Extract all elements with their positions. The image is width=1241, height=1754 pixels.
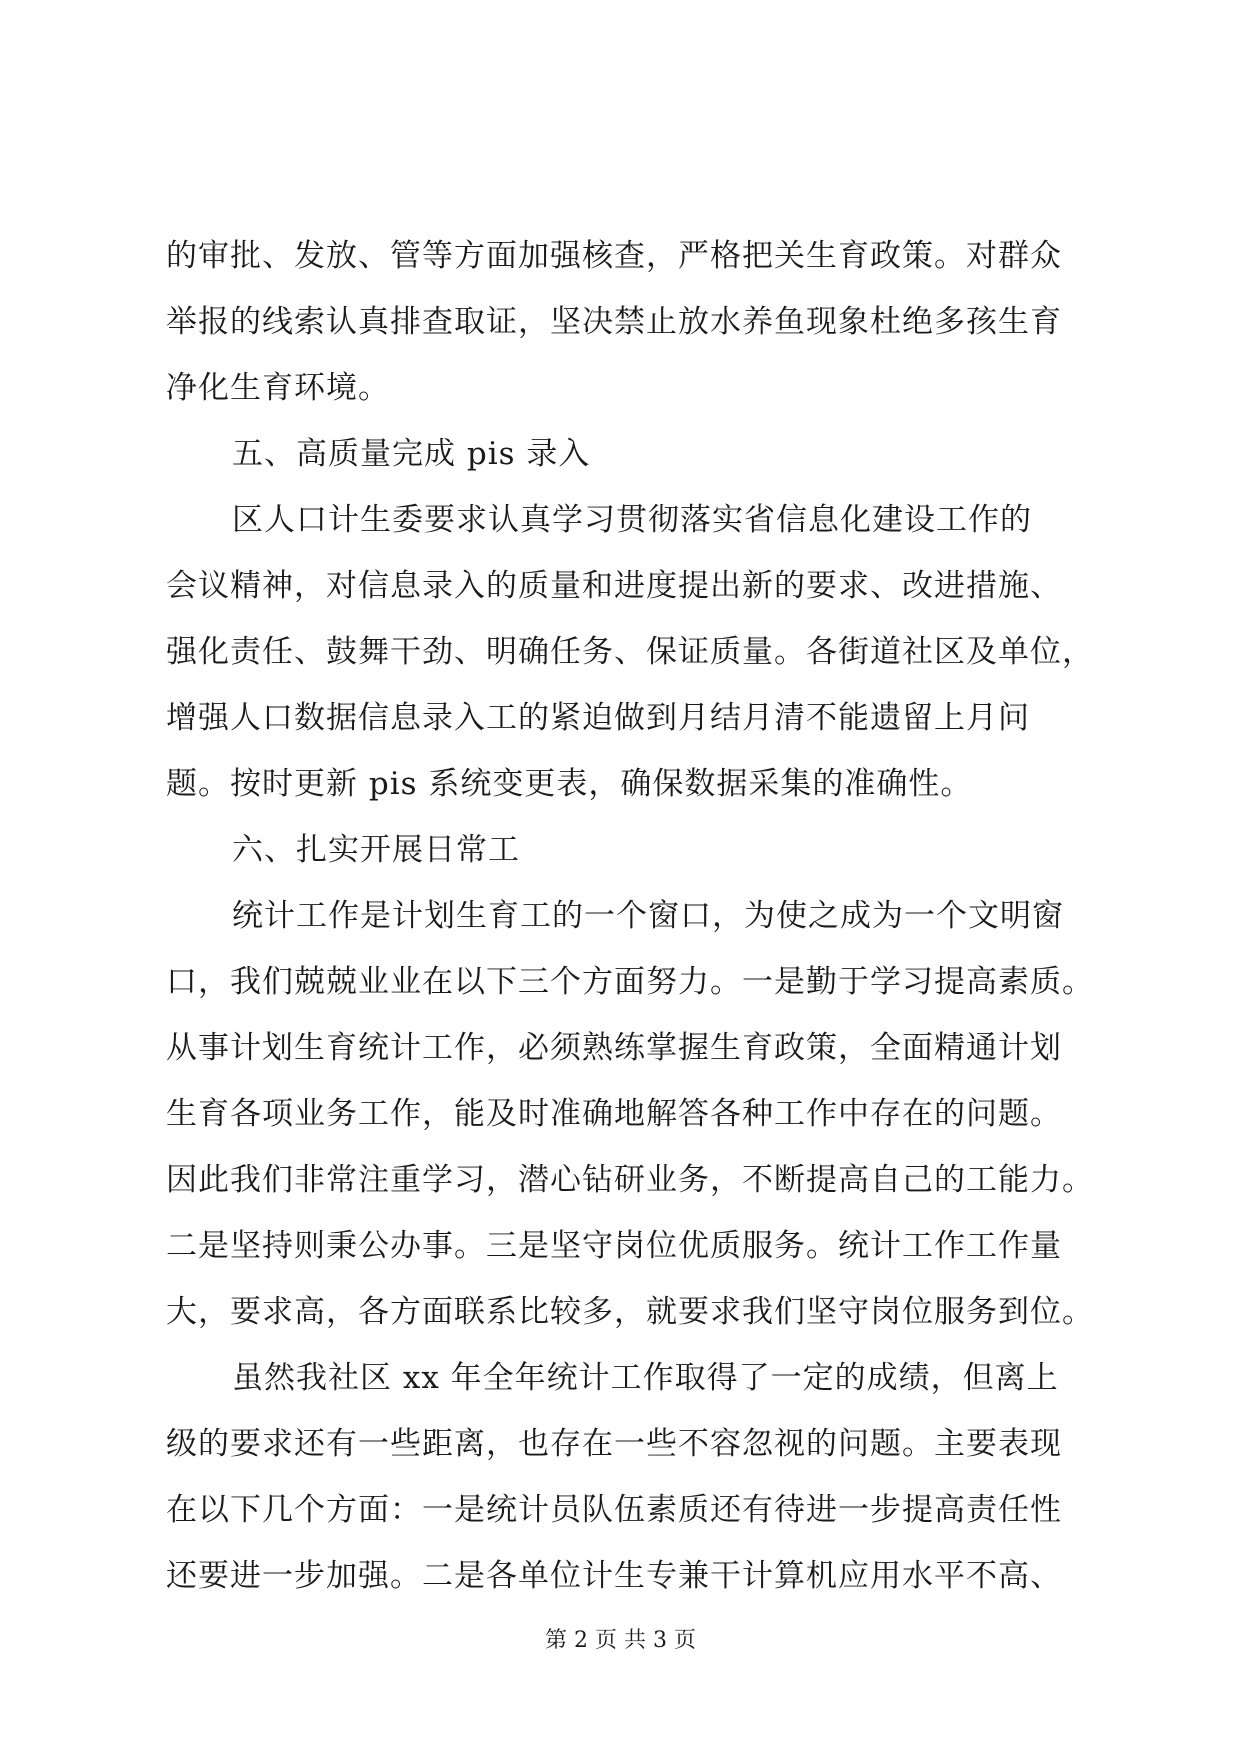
text-line-11: 统计工作是计划生育工的一个窗口，为使之成为一个文明窗	[232, 898, 1064, 934]
text-line-9: 题。按时更新 pis 系统变更表，确保数据采集的准确性。	[166, 766, 973, 802]
text-line-18: 虽然我社区 xx 年全年统计工作取得了一定的成绩，但离上	[232, 1360, 1059, 1396]
text-line-6: 会议精神，对信息录入的质量和进度提出新的要求、改进措施、	[166, 568, 1062, 604]
text-line-15: 因此我们非常注重学习，潜心钻研业务，不断提高自己的工能力。	[166, 1162, 1094, 1198]
text-line-20: 在以下几个方面：一是统计员队伍素质还有待进一步提高责任性	[166, 1492, 1062, 1528]
text-line-5: 区人口计生委要求认真学习贯彻落实省信息化建设工作的	[232, 502, 1032, 538]
text-line-17: 大，要求高，各方面联系比较多，就要求我们坚守岗位服务到位。	[166, 1294, 1094, 1330]
section-heading-6: 六、扎实开展日常工	[232, 832, 520, 868]
text-line-12: 口，我们兢兢业业在以下三个方面努力。一是勤于学习提高素质。	[166, 964, 1094, 1000]
text-line-16: 二是坚持则秉公办事。三是坚守岗位优质服务。统计工作工作量	[166, 1228, 1062, 1264]
text-line-13: 从事计划生育统计工作，必须熟练掌握生育政策，全面精通计划	[166, 1030, 1062, 1066]
text-line-3: 净化生育环境。	[166, 370, 390, 406]
text-line-19: 级的要求还有一些距离，也存在一些不容忽视的问题。主要表现	[166, 1426, 1062, 1462]
page-footer: 第 2 页 共 3 页	[545, 1628, 696, 1653]
text-line-14: 生育各项业务工作，能及时准确地解答各种工作中存在的问题。	[166, 1096, 1062, 1132]
text-line-8: 增强人口数据信息录入工的紧迫做到月结月清不能遗留上月问	[166, 700, 1030, 736]
text-line-21: 还要进一步加强。二是各单位计生专兼干计算机应用水平不高、	[166, 1558, 1062, 1594]
text-line-1: 的审批、发放、管等方面加强核查，严格把关生育政策。对群众	[166, 238, 1062, 274]
text-line-2: 举报的线索认真排查取证，坚决禁止放水养鱼现象杜绝多孩生育	[166, 304, 1062, 340]
section-heading-5: 五、高质量完成 pis 录入	[232, 436, 591, 472]
text-line-7: 强化责任、鼓舞干劲、明确任务、保证质量。各街道社区及单位，	[166, 634, 1094, 670]
